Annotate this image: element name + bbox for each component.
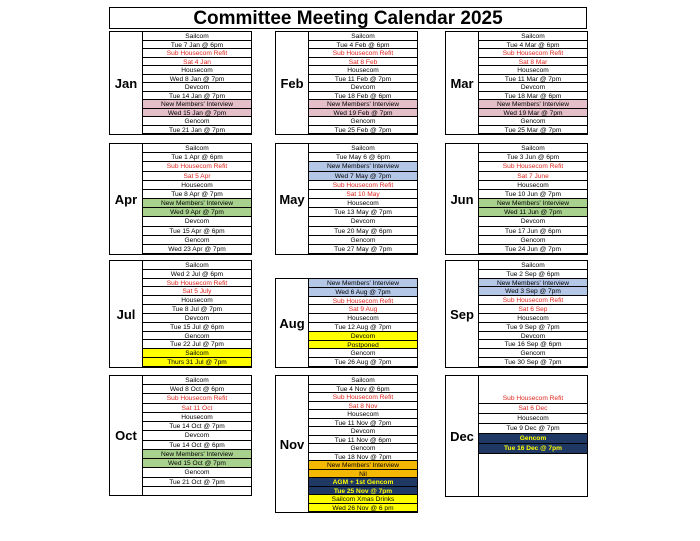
calendar-entry: Wed 8 Oct @ 6pm	[143, 385, 251, 394]
month-rows	[143, 32, 251, 134]
calendar-entry: Housecom	[479, 181, 587, 190]
calendar-entry: Tue 25 Feb @ 7pm	[309, 126, 417, 135]
calendar-entry: Tue 22 Jul @ 7pm	[143, 340, 251, 349]
calendar-entry: New Members' Interview	[143, 100, 251, 109]
calendar-entry: New Members' Interview	[309, 100, 417, 109]
calendar-entry: Gencom	[143, 236, 251, 245]
calendar-entry: Tue 3 Jun @ 6pm	[479, 153, 587, 162]
calendar-entry: Tue 25 Mar @ 7pm	[479, 126, 587, 135]
month-label: Mar	[446, 32, 479, 134]
calendar-entry: Wed 19 Feb @ 7pm	[309, 109, 417, 118]
month-rows	[309, 144, 417, 254]
calendar-entry: Wed 11 Jun @ 7pm	[479, 208, 587, 217]
calendar-entry: AGM + 1st Gencom	[309, 478, 417, 487]
calendar-entry: Sub Housecom Refit	[143, 49, 251, 58]
calendar-entry: New Members' Interview	[479, 199, 587, 208]
calendar-entry: Sailcom Xmas Drinks	[309, 495, 417, 504]
page-title: Committee Meeting Calendar 2025	[109, 7, 587, 29]
calendar-entry: Devcom	[309, 217, 417, 226]
calendar-entry: Wed 15 Oct @ 7pm	[143, 459, 251, 468]
month-rows	[143, 261, 251, 367]
calendar-entry: Gencom	[309, 444, 417, 453]
calendar-entry: Housecom	[143, 296, 251, 305]
calendar-entry: Sub Housecom Refit	[479, 394, 587, 404]
calendar-entry: Sailcom	[309, 32, 417, 41]
calendar-entry: Sat 6 Sep	[479, 305, 587, 314]
calendar-entry: Sat 7 June	[479, 172, 587, 181]
calendar-entry: Devcom	[143, 431, 251, 440]
calendar-entry: Housecom	[309, 314, 417, 323]
calendar-entry: Wed 15 Jan @ 7pm	[143, 109, 251, 118]
calendar-entry: Tue 11 Mar @ 7pm	[479, 75, 587, 84]
month-rows	[479, 376, 587, 496]
calendar-entry: Housecom	[143, 181, 251, 190]
month-label: Oct	[110, 376, 143, 495]
calendar-entry: Gencom	[479, 236, 587, 245]
calendar-entry: Sub Housecom Refit	[479, 162, 587, 171]
calendar-entry: Tue 11 Nov @ 6pm	[309, 436, 417, 445]
calendar-entry: New Members' Interview	[143, 450, 251, 459]
calendar-entry	[479, 385, 587, 394]
calendar-entry: Housecom	[479, 414, 587, 424]
calendar-entry: Tue 14 Oct @ 7pm	[143, 422, 251, 431]
calendar-entry: Sat 8 Nov	[309, 402, 417, 411]
calendar-entry: Tue 12 Aug @ 7pm	[309, 323, 417, 332]
calendar-entry: Wed 8 Jan @ 7pm	[143, 75, 251, 84]
calendar-entry: Devcom	[479, 83, 587, 92]
calendar-entry: Sailcom	[143, 32, 251, 41]
calendar-entry: Sat 6 Dec	[479, 404, 587, 414]
month-feb	[275, 31, 418, 135]
month-aug	[275, 278, 418, 368]
calendar-entry: Sailcom	[143, 261, 251, 270]
calendar-entry: Gencom	[309, 117, 417, 126]
calendar-entry: Wed 26 Nov @ 6 pm	[309, 504, 417, 513]
calendar-entry: New Members' Interview	[143, 199, 251, 208]
calendar-entry: Sailcom	[143, 144, 251, 153]
calendar-entry: Wed 6 Aug @ 7pm	[309, 288, 417, 297]
calendar-entry: Tue 4 Mar @ 6pm	[479, 41, 587, 50]
calendar-entry: Sailcom	[309, 144, 417, 153]
calendar-entry: Sat 5 Apr	[143, 172, 251, 181]
calendar-entry: New Members' Interview	[309, 279, 417, 288]
month-jun	[445, 143, 588, 255]
calendar-entry	[479, 454, 587, 463]
calendar-entry: New Members' Interview	[479, 100, 587, 109]
month-dec	[450, 375, 588, 497]
month-label: Jul	[110, 261, 143, 367]
calendar-entry: Tue 18 Feb @ 6pm	[309, 92, 417, 101]
calendar-entry	[143, 487, 251, 495]
calendar-entry: Sat 4 Jan	[143, 58, 251, 67]
calendar-entry: Gencom	[143, 117, 251, 126]
calendar-entry: Tue May 6 @ 6pm	[309, 153, 417, 162]
calendar-entry: Housecom	[309, 66, 417, 75]
calendar-entry: Tue 27 May @ 7pm	[309, 245, 417, 254]
month-oct	[109, 375, 252, 496]
calendar-entry: Gencom	[309, 349, 417, 358]
calendar-entry: Gencom	[479, 117, 587, 126]
calendar-entry: Sailcom	[479, 144, 587, 153]
month-mar	[445, 31, 588, 135]
month-label: Aug	[276, 279, 309, 367]
calendar-entry: Tue 25 Nov @ 7pm	[309, 487, 417, 496]
calendar-entry: Tue 10 Jun @ 7pm	[479, 190, 587, 199]
calendar-entry: Sailcom	[143, 376, 251, 385]
month-rows	[143, 144, 251, 254]
calendar-entry: Sub Housecom Refit	[309, 297, 417, 306]
month-sep	[445, 260, 588, 368]
calendar-entry: Tue 21 Oct @ 7pm	[143, 478, 251, 487]
calendar-entry: Tue 20 May @ 6pm	[309, 227, 417, 236]
calendar-entry: Tue 14 Oct @ 6pm	[143, 441, 251, 450]
month-rows	[309, 376, 417, 512]
calendar-entry: Sat 9 Aug	[309, 305, 417, 314]
calendar-entry: Gencom	[143, 468, 251, 477]
month-jan	[109, 31, 252, 135]
month-label: Jan	[110, 32, 143, 134]
calendar-entry: Postponed	[309, 341, 417, 350]
calendar-entry: Housecom	[479, 314, 587, 323]
calendar-entry: Devcom	[309, 332, 417, 341]
calendar-entry: Wed 19 Mar @ 7pm	[479, 109, 587, 118]
month-rows	[309, 279, 417, 367]
calendar-entry: Tue 13 May @ 7pm	[309, 208, 417, 217]
calendar-entry: Housecom	[309, 410, 417, 419]
calendar-entry: Sat 5 July	[143, 287, 251, 296]
calendar-entry: Sailcom	[479, 261, 587, 270]
calendar-entry: Sat 10 May	[309, 190, 417, 199]
calendar-entry: Devcom	[479, 217, 587, 226]
calendar-entry: Devcom	[309, 427, 417, 436]
calendar-entry: Thurs 31 Jul @ 7pm	[143, 358, 251, 367]
calendar-entry: Tue 8 Apr @ 7pm	[143, 190, 251, 199]
calendar-entry: Wed 23 Apr @ 7pm	[143, 245, 251, 254]
calendar-entry: Sub Housecom Refit	[143, 279, 251, 288]
calendar-entry: Tue 2 Sep @ 6pm	[479, 270, 587, 279]
calendar-entry: Sub Housecom Refit	[143, 162, 251, 171]
month-label: Dec	[450, 428, 474, 444]
calendar-entry: Wed 9 Apr @ 7pm	[143, 208, 251, 217]
calendar-entry: Sub Housecom Refit	[479, 296, 587, 305]
calendar-entry: Tue 11 Feb @ 7pm	[309, 75, 417, 84]
calendar-entry: Tue 18 Nov @ 7pm	[309, 453, 417, 462]
calendar-entry: Tue 7 Jan @ 6pm	[143, 41, 251, 50]
calendar-entry: Tue 16 Dec @ 7pm	[479, 444, 587, 454]
calendar-entry: Gencom	[479, 349, 587, 358]
calendar-entry: Sat 8 Mar	[479, 58, 587, 67]
month-label: May	[276, 144, 309, 254]
calendar-entry: Devcom	[143, 314, 251, 323]
calendar-entry: Tue 21 Jan @ 7pm	[143, 126, 251, 135]
calendar-entry: Tue 18 Mar @ 6pm	[479, 92, 587, 101]
month-jul	[109, 260, 252, 368]
calendar-entry: Tue 24 Jun @ 7pm	[479, 245, 587, 254]
calendar-entry: Tue 4 Feb @ 6pm	[309, 41, 417, 50]
month-apr	[109, 143, 252, 255]
calendar-entry: Sailcom	[309, 376, 417, 385]
calendar-entry: Sub Housecom Refit	[309, 181, 417, 190]
month-rows	[479, 144, 587, 254]
calendar-entry: Sailcom	[143, 349, 251, 358]
calendar-entry: Devcom	[309, 83, 417, 92]
calendar-entry: Tue 11 Nov @ 7pm	[309, 419, 417, 428]
calendar-entry: Housecom	[479, 66, 587, 75]
calendar-entry: Tue 15 Apr @ 6pm	[143, 227, 251, 236]
calendar-entry: Tue 9 Sep @ 7pm	[479, 323, 587, 332]
month-rows	[309, 32, 417, 134]
month-label: Nov	[276, 376, 309, 512]
calendar-entry: Tue 1 Apr @ 6pm	[143, 153, 251, 162]
calendar-entry: New Members' Interview	[309, 162, 417, 171]
calendar-entry: Wed 7 May @ 7pm	[309, 172, 417, 181]
calendar-entry: Gencom	[479, 434, 587, 444]
calendar-entry: Sub Housecom Refit	[309, 49, 417, 58]
calendar-entry: Sat 8 Feb	[309, 58, 417, 67]
month-rows	[143, 376, 251, 495]
month-rows	[479, 261, 587, 367]
calendar-entry: Sailcom	[479, 32, 587, 41]
calendar-entry: Nil	[309, 470, 417, 479]
calendar-entry: Tue 30 Sep @ 7pm	[479, 358, 587, 367]
calendar-entry: Devcom	[479, 332, 587, 341]
calendar-entry: Wed 3 Sep @ 7pm	[479, 287, 587, 296]
calendar-entry: Tue 26 Aug @ 7pm	[309, 358, 417, 367]
month-label: Feb	[276, 32, 309, 134]
calendar-entry: New Members' Interview	[479, 279, 587, 288]
calendar-entry	[479, 376, 587, 385]
calendar-entry: New Members' Interview	[309, 461, 417, 470]
calendar-entry: Devcom	[143, 83, 251, 92]
calendar-entry: Tue 8 Jul @ 7pm	[143, 305, 251, 314]
calendar-entry: Tue 15 Jul @ 6pm	[143, 323, 251, 332]
calendar-entry: Tue 16 Sep @ 6pm	[479, 340, 587, 349]
calendar-entry: Tue 9 Dec @ 7pm	[479, 424, 587, 434]
dec-label-frame	[445, 375, 479, 497]
month-rows	[479, 32, 587, 134]
calendar-entry: Sub Housecom Refit	[143, 394, 251, 403]
calendar-entry: Housecom	[309, 199, 417, 208]
calendar-entry: Gencom	[309, 236, 417, 245]
month-nov	[275, 375, 418, 513]
calendar-entry: Wed 2 Jul @ 6pm	[143, 270, 251, 279]
month-may	[275, 143, 418, 255]
month-label: Sep	[446, 261, 479, 367]
calendar-entry: Sub Housecom Refit	[479, 49, 587, 58]
calendar-entry: Gencom	[143, 332, 251, 341]
calendar-entry: Tue 17 Jun @ 6pm	[479, 227, 587, 236]
calendar-entry: Tue 14 Jan @ 7pm	[143, 92, 251, 101]
calendar-entry: Housecom	[143, 66, 251, 75]
calendar-entry: Sat 11 Oct	[143, 404, 251, 413]
calendar-entry: Tue 4 Nov @ 6pm	[309, 385, 417, 394]
calendar-entry: Devcom	[143, 217, 251, 226]
month-label: Jun	[446, 144, 479, 254]
calendar-entry: Housecom	[143, 413, 251, 422]
calendar-entry: Sub Housecom Refit	[309, 393, 417, 402]
month-label: Apr	[110, 144, 143, 254]
